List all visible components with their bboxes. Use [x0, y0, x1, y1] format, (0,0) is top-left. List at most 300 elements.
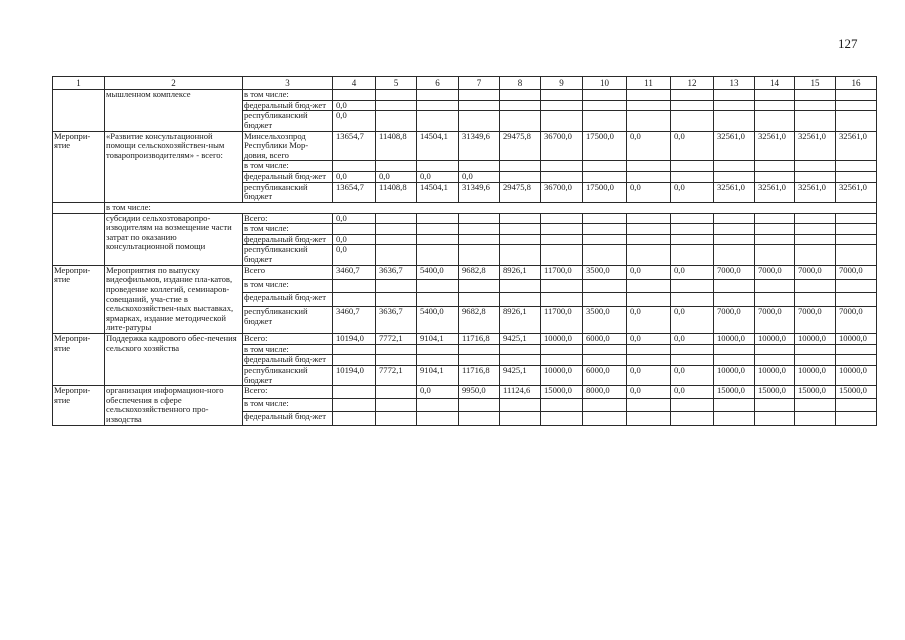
value-cell — [583, 224, 627, 235]
funding-source-cell: Всего — [243, 265, 333, 279]
value-cell — [376, 399, 417, 412]
value-cell: 10000,0 — [755, 334, 795, 345]
value-cell — [627, 344, 671, 355]
value-cell: 10000,0 — [755, 365, 795, 385]
value-cell — [376, 213, 417, 224]
value-cell — [714, 224, 755, 235]
value-cell: 7000,0 — [714, 265, 755, 279]
value-cell — [459, 245, 500, 265]
value-cell: 36700,0 — [541, 131, 583, 161]
value-cell: 10194,0 — [333, 334, 376, 345]
value-cell — [714, 245, 755, 265]
value-cell — [671, 161, 714, 172]
value-cell — [459, 412, 500, 425]
funding-source-cell: республиканский бюджет — [243, 307, 333, 334]
value-cell — [417, 245, 459, 265]
value-cell: 29475,8 — [500, 131, 541, 161]
value-cell — [583, 161, 627, 172]
value-cell: 5400,0 — [417, 307, 459, 334]
value-cell — [376, 100, 417, 111]
value-cell: 10000,0 — [541, 365, 583, 385]
value-cell: 8926,1 — [500, 307, 541, 334]
value-cell: 7000,0 — [755, 307, 795, 334]
value-cell: 10000,0 — [836, 365, 877, 385]
event-type-cell: Меропри-ятие — [53, 334, 105, 386]
value-cell: 13654,7 — [333, 131, 376, 161]
header-row — [53, 77, 877, 90]
header-cell: 11 — [627, 77, 671, 90]
value-cell: 15000,0 — [541, 386, 583, 399]
value-cell — [376, 355, 417, 366]
value-cell — [836, 399, 877, 412]
funding-source-cell: Всего: — [243, 334, 333, 345]
value-cell — [500, 399, 541, 412]
value-cell — [376, 234, 417, 245]
value-cell — [459, 224, 500, 235]
value-cell — [500, 90, 541, 101]
value-cell — [795, 355, 836, 366]
funding-source-cell: федеральный бюд-жет — [243, 100, 333, 111]
event-name-cell: организация информацион-ного обеспечения в сфере сельскохозяйственного про-изводства — [105, 386, 243, 426]
value-cell — [500, 293, 541, 307]
value-cell — [671, 279, 714, 293]
value-cell — [583, 355, 627, 366]
value-cell — [755, 279, 795, 293]
funding-source-cell: федеральный бюд-жет — [243, 293, 333, 307]
value-cell — [836, 234, 877, 245]
funding-source-cell: Всего: — [243, 386, 333, 399]
value-cell: 32561,0 — [755, 131, 795, 161]
value-cell — [459, 90, 500, 101]
value-cell — [333, 412, 376, 425]
value-cell — [836, 172, 877, 183]
value-cell — [836, 90, 877, 101]
value-cell — [836, 213, 877, 224]
value-cell — [541, 172, 583, 183]
value-cell — [541, 234, 583, 245]
value-cell — [627, 100, 671, 111]
value-cell — [755, 245, 795, 265]
value-cell: 11124,6 — [500, 386, 541, 399]
value-cell — [500, 245, 541, 265]
funding-source-cell: в том числе: — [243, 161, 333, 172]
budget-table — [52, 76, 877, 426]
funding-source-cell: в том числе: — [243, 224, 333, 235]
header-cell: 6 — [417, 77, 459, 90]
value-cell — [500, 412, 541, 425]
value-cell — [459, 279, 500, 293]
value-cell — [500, 213, 541, 224]
header-cell: 7 — [459, 77, 500, 90]
value-cell — [459, 161, 500, 172]
value-cell: 31349,6 — [459, 182, 500, 202]
value-cell: 9425,1 — [500, 365, 541, 385]
value-cell — [376, 344, 417, 355]
value-cell — [417, 100, 459, 111]
value-cell — [627, 293, 671, 307]
funding-source-cell: республиканский бюджет — [243, 182, 333, 202]
funding-source-cell: в том числе: — [243, 90, 333, 101]
value-cell — [376, 161, 417, 172]
value-cell — [795, 399, 836, 412]
value-cell — [671, 111, 714, 131]
value-cell — [417, 161, 459, 172]
value-cell: 7000,0 — [795, 265, 836, 279]
value-cell — [541, 224, 583, 235]
value-cell — [795, 279, 836, 293]
header-cell: 9 — [541, 77, 583, 90]
value-cell — [755, 399, 795, 412]
value-cell — [714, 412, 755, 425]
value-cell: 0,0 — [627, 182, 671, 202]
value-cell — [795, 161, 836, 172]
funding-source-cell: федеральный бюд-жет — [243, 234, 333, 245]
value-cell — [333, 90, 376, 101]
value-cell — [583, 213, 627, 224]
value-cell — [714, 213, 755, 224]
value-cell — [671, 399, 714, 412]
value-cell: 0,0 — [417, 386, 459, 399]
value-cell — [500, 224, 541, 235]
value-cell: 11408,8 — [376, 182, 417, 202]
header-cell: 4 — [333, 77, 376, 90]
value-cell: 0,0 — [459, 172, 500, 183]
funding-source-cell: в том числе: — [243, 279, 333, 293]
value-cell — [836, 111, 877, 131]
value-cell — [755, 293, 795, 307]
value-cell: 9682,8 — [459, 265, 500, 279]
value-cell — [671, 90, 714, 101]
value-cell — [376, 386, 417, 399]
value-cell — [627, 90, 671, 101]
value-cell: 0,0 — [671, 265, 714, 279]
value-cell — [627, 355, 671, 366]
value-cell — [836, 224, 877, 235]
value-cell: 3636,7 — [376, 307, 417, 334]
value-cell: 0,0 — [333, 245, 376, 265]
value-cell — [417, 234, 459, 245]
value-cell — [541, 293, 583, 307]
event-name-cell: мышленном комплексе — [105, 90, 243, 132]
value-cell: 9682,8 — [459, 307, 500, 334]
value-cell: 36700,0 — [541, 182, 583, 202]
value-cell: 32561,0 — [836, 131, 877, 161]
value-cell — [714, 234, 755, 245]
value-cell — [627, 161, 671, 172]
value-cell — [671, 172, 714, 183]
value-cell: 6000,0 — [583, 334, 627, 345]
value-cell — [795, 293, 836, 307]
funding-source-cell: в том числе: — [243, 399, 333, 412]
value-cell — [836, 161, 877, 172]
value-cell: 7000,0 — [714, 307, 755, 334]
value-cell — [755, 213, 795, 224]
value-cell — [795, 172, 836, 183]
value-cell — [500, 234, 541, 245]
value-cell — [541, 344, 583, 355]
value-cell — [755, 344, 795, 355]
value-cell — [459, 100, 500, 111]
value-cell: 14504,1 — [417, 131, 459, 161]
value-cell — [836, 344, 877, 355]
value-cell — [376, 90, 417, 101]
subheading-cell: в том числе: — [105, 202, 877, 213]
value-cell — [417, 293, 459, 307]
value-cell — [795, 111, 836, 131]
value-cell: 8926,1 — [500, 265, 541, 279]
value-cell — [583, 412, 627, 425]
event-name-cell: «Развитие консультационной помощи сельскохозяйствен-ным товаропроизводителям» - всего: — [105, 131, 243, 202]
value-cell — [714, 344, 755, 355]
funding-source-cell: Минсельхозпрод Республики Мор-довия, всего — [243, 131, 333, 161]
page-number: 127 — [838, 36, 858, 51]
value-cell: 0,0 — [671, 307, 714, 334]
value-cell — [714, 355, 755, 366]
value-cell: 0,0 — [333, 111, 376, 131]
value-cell: 11408,8 — [376, 131, 417, 161]
value-cell: 8000,0 — [583, 386, 627, 399]
value-cell — [459, 399, 500, 412]
value-cell — [459, 293, 500, 307]
value-cell — [795, 234, 836, 245]
value-cell — [376, 111, 417, 131]
value-cell — [333, 161, 376, 172]
value-cell — [583, 344, 627, 355]
value-cell — [417, 399, 459, 412]
value-cell — [627, 399, 671, 412]
value-cell: 0,0 — [627, 334, 671, 345]
value-cell: 29475,8 — [500, 182, 541, 202]
value-cell — [714, 279, 755, 293]
table-row — [53, 213, 877, 224]
value-cell: 15000,0 — [714, 386, 755, 399]
value-cell — [583, 111, 627, 131]
value-cell — [627, 224, 671, 235]
value-cell — [583, 293, 627, 307]
value-cell — [714, 293, 755, 307]
header-cell: 16 — [836, 77, 877, 90]
value-cell — [376, 293, 417, 307]
value-cell — [417, 344, 459, 355]
value-cell — [541, 100, 583, 111]
value-cell — [755, 111, 795, 131]
value-cell: 10000,0 — [836, 334, 877, 345]
value-cell: 0,0 — [671, 365, 714, 385]
value-cell — [583, 100, 627, 111]
funding-source-cell: республиканский бюджет — [243, 365, 333, 385]
funding-source-cell: республиканский бюджет — [243, 245, 333, 265]
value-cell — [755, 412, 795, 425]
value-cell — [755, 224, 795, 235]
value-cell: 31349,6 — [459, 131, 500, 161]
value-cell — [500, 172, 541, 183]
funding-source-cell: федеральный бюд-жет — [243, 355, 333, 366]
value-cell — [755, 234, 795, 245]
value-cell — [836, 279, 877, 293]
value-cell: 0,0 — [333, 213, 376, 224]
value-cell — [836, 100, 877, 111]
value-cell: 32561,0 — [795, 131, 836, 161]
value-cell — [755, 355, 795, 366]
value-cell — [627, 279, 671, 293]
event-type-cell: Меропри-ятие — [53, 131, 105, 202]
value-cell — [627, 213, 671, 224]
value-cell: 32561,0 — [755, 182, 795, 202]
value-cell — [714, 100, 755, 111]
value-cell — [627, 172, 671, 183]
value-cell — [795, 224, 836, 235]
event-name-cell: субсидии сельхозтоваропро-изводителям на возмещение части затрат по оказанию консультационной помощи — [105, 213, 243, 265]
value-cell — [795, 90, 836, 101]
funding-source-cell: федеральный бюд-жет — [243, 172, 333, 183]
funding-source-cell: в том числе: — [243, 344, 333, 355]
value-cell: 0,0 — [627, 386, 671, 399]
value-cell: 15000,0 — [755, 386, 795, 399]
value-cell — [714, 111, 755, 131]
value-cell — [333, 279, 376, 293]
value-cell — [459, 344, 500, 355]
value-cell — [417, 90, 459, 101]
value-cell — [671, 234, 714, 245]
header-cell: 1 — [53, 77, 105, 90]
value-cell — [541, 355, 583, 366]
value-cell: 9425,1 — [500, 334, 541, 345]
value-cell: 10000,0 — [541, 334, 583, 345]
value-cell — [627, 111, 671, 131]
event-type-cell — [53, 202, 105, 213]
value-cell — [627, 412, 671, 425]
value-cell: 0,0 — [627, 131, 671, 161]
value-cell — [627, 245, 671, 265]
value-cell — [500, 100, 541, 111]
value-cell: 32561,0 — [795, 182, 836, 202]
event-type-cell — [53, 90, 105, 132]
event-type-cell — [53, 213, 105, 265]
value-cell: 7772,1 — [376, 334, 417, 345]
funding-source-cell: федеральный бюд-жет — [243, 412, 333, 425]
value-cell: 0,0 — [627, 307, 671, 334]
header-cell: 10 — [583, 77, 627, 90]
value-cell: 14504,1 — [417, 182, 459, 202]
value-cell: 9104,1 — [417, 334, 459, 345]
header-cell: 13 — [714, 77, 755, 90]
event-type-cell: Меропри-ятие — [53, 265, 105, 333]
value-cell — [417, 279, 459, 293]
header-cell: 3 — [243, 77, 333, 90]
value-cell — [836, 245, 877, 265]
value-cell: 0,0 — [671, 131, 714, 161]
value-cell — [417, 412, 459, 425]
value-cell: 11716,8 — [459, 365, 500, 385]
value-cell: 11716,8 — [459, 334, 500, 345]
value-cell — [459, 213, 500, 224]
table-row — [53, 90, 877, 101]
value-cell — [714, 399, 755, 412]
value-cell — [417, 213, 459, 224]
value-cell — [671, 355, 714, 366]
value-cell: 17500,0 — [583, 182, 627, 202]
value-cell — [583, 90, 627, 101]
value-cell: 0,0 — [671, 386, 714, 399]
value-cell: 13654,7 — [333, 182, 376, 202]
value-cell: 3636,7 — [376, 265, 417, 279]
value-cell: 3460,7 — [333, 265, 376, 279]
value-cell — [714, 161, 755, 172]
value-cell — [671, 344, 714, 355]
value-cell — [583, 245, 627, 265]
table-row — [53, 386, 877, 399]
value-cell: 0,0 — [333, 234, 376, 245]
value-cell: 7000,0 — [836, 307, 877, 334]
value-cell: 32561,0 — [836, 182, 877, 202]
value-cell — [714, 90, 755, 101]
header-cell: 2 — [105, 77, 243, 90]
value-cell — [376, 412, 417, 425]
value-cell: 6000,0 — [583, 365, 627, 385]
value-cell: 0,0 — [333, 172, 376, 183]
value-cell: 9950,0 — [459, 386, 500, 399]
event-name-cell: Поддержка кадрового обес-печения сельского хозяйства — [105, 334, 243, 386]
event-name-cell: Мероприятия по выпуску видеофильмов, издание пла-катов, проведение коллегий, семинаров-совещаний, уча-стие в сельскохозяйствен-ных выставках, ярмарках, издание методической лите-ратуры — [105, 265, 243, 333]
value-cell — [627, 234, 671, 245]
value-cell — [583, 172, 627, 183]
value-cell — [541, 111, 583, 131]
funding-source-cell: республиканский бюджет — [243, 111, 333, 131]
value-cell — [541, 245, 583, 265]
value-cell: 0,0 — [376, 172, 417, 183]
value-cell — [459, 234, 500, 245]
table-row — [53, 202, 877, 213]
table-row — [53, 131, 877, 161]
value-cell — [500, 355, 541, 366]
value-cell: 7772,1 — [376, 365, 417, 385]
value-cell: 15000,0 — [836, 386, 877, 399]
value-cell: 0,0 — [627, 365, 671, 385]
value-cell — [836, 355, 877, 366]
value-cell — [541, 161, 583, 172]
value-cell — [755, 172, 795, 183]
value-cell — [671, 412, 714, 425]
value-cell: 5400,0 — [417, 265, 459, 279]
value-cell: 10000,0 — [714, 365, 755, 385]
value-cell — [836, 293, 877, 307]
event-type-cell: Меропри-ятие — [53, 386, 105, 426]
funding-source-cell: Всего: — [243, 213, 333, 224]
value-cell: 11700,0 — [541, 265, 583, 279]
value-cell — [333, 293, 376, 307]
header-cell: 12 — [671, 77, 714, 90]
value-cell — [541, 279, 583, 293]
value-cell — [500, 344, 541, 355]
value-cell — [671, 293, 714, 307]
value-cell: 17500,0 — [583, 131, 627, 161]
header-cell: 5 — [376, 77, 417, 90]
value-cell — [583, 399, 627, 412]
value-cell: 10000,0 — [714, 334, 755, 345]
value-cell — [500, 111, 541, 131]
header-cell: 8 — [500, 77, 541, 90]
value-cell — [795, 245, 836, 265]
value-cell — [417, 355, 459, 366]
value-cell: 10000,0 — [795, 365, 836, 385]
table-row — [53, 265, 877, 279]
value-cell — [671, 224, 714, 235]
value-cell — [333, 386, 376, 399]
value-cell — [376, 245, 417, 265]
value-cell: 7000,0 — [755, 265, 795, 279]
value-cell — [671, 245, 714, 265]
value-cell — [376, 224, 417, 235]
